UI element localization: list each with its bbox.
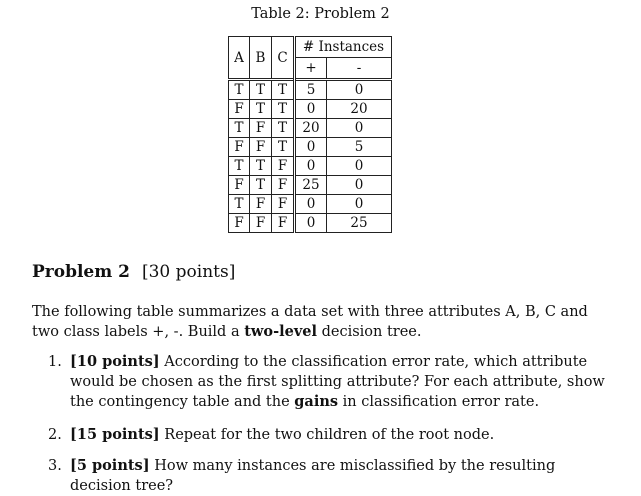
- cell-minus: 0: [327, 176, 392, 195]
- table-row: [229, 119, 392, 138]
- header-instances: # Instances: [295, 37, 392, 58]
- problem-title: Problem 2: [32, 262, 130, 282]
- cell-a: F: [229, 214, 250, 233]
- cell-c: F: [272, 214, 295, 233]
- cell-b: F: [250, 195, 272, 214]
- cell-b: T: [250, 80, 272, 100]
- question-text: According to the classification error rate, which attribute would be chosen as the first splitting attribute? For each attribute, show the contingency table and the: [70, 354, 605, 410]
- cell-minus: 5: [327, 138, 392, 157]
- cell-b: F: [250, 138, 272, 157]
- cell-c: F: [272, 195, 295, 214]
- question-2: [48, 425, 608, 445]
- cell-minus: 0: [327, 157, 392, 176]
- cell-plus: 25: [295, 176, 327, 195]
- cell-minus: 25: [327, 214, 392, 233]
- cell-c: F: [272, 176, 295, 195]
- table-row: [229, 214, 392, 233]
- cell-a: T: [229, 195, 250, 214]
- problem-points: [30 points]: [141, 262, 236, 282]
- cell-a: F: [229, 138, 250, 157]
- cell-plus: 0: [295, 138, 327, 157]
- question-number: 1.: [48, 354, 62, 370]
- intro-text-2: decision tree.: [316, 324, 422, 340]
- question-3: [48, 456, 608, 496]
- table-body: [229, 80, 392, 233]
- cell-a: F: [229, 176, 250, 195]
- intro-bold: two-level: [244, 323, 317, 340]
- question-number: 2.: [48, 427, 62, 443]
- table-row: [229, 157, 392, 176]
- cell-c: T: [272, 138, 295, 157]
- question-text: Repeat for the two children of the root node.: [159, 427, 495, 443]
- cell-c: T: [272, 119, 295, 138]
- cell-b: T: [250, 100, 272, 119]
- cell-a: T: [229, 80, 250, 100]
- question-text: How many instances are misclassified by the resulting decision tree?: [70, 458, 556, 494]
- question-points: [15 points]: [70, 426, 160, 443]
- cell-b: T: [250, 157, 272, 176]
- cell-plus: 0: [295, 195, 327, 214]
- question-bold: gains: [294, 393, 339, 410]
- cell-plus: 0: [295, 214, 327, 233]
- cell-minus: 0: [327, 80, 392, 100]
- cell-b: F: [250, 214, 272, 233]
- data-table: [228, 36, 392, 233]
- table-row: [229, 80, 392, 100]
- cell-a: T: [229, 119, 250, 138]
- table-row: [229, 100, 392, 119]
- header-a: A: [229, 37, 250, 80]
- question-number: 3.: [48, 458, 62, 474]
- cell-plus: 0: [295, 157, 327, 176]
- problem-intro: [32, 302, 612, 342]
- question-text-end: in classification error rate.: [338, 394, 540, 410]
- cell-a: T: [229, 157, 250, 176]
- cell-plus: 5: [295, 80, 327, 100]
- header-c: C: [272, 37, 295, 80]
- header-plus: +: [295, 58, 327, 80]
- table-row: [229, 176, 392, 195]
- table-row: [229, 195, 392, 214]
- cell-c: T: [272, 80, 295, 100]
- cell-b: F: [250, 119, 272, 138]
- cell-plus: 20: [295, 119, 327, 138]
- cell-minus: 20: [327, 100, 392, 119]
- intro-text-1: The following table summarizes a data set with three attributes A, B, C and two class labels +, -. Build a: [32, 304, 588, 340]
- cell-plus: 0: [295, 100, 327, 119]
- cell-c: F: [272, 157, 295, 176]
- question-points: [10 points]: [70, 353, 160, 370]
- cell-minus: 0: [327, 195, 392, 214]
- cell-minus: 0: [327, 119, 392, 138]
- problem-heading: [32, 262, 235, 282]
- cell-b: T: [250, 176, 272, 195]
- header-minus: -: [327, 58, 392, 80]
- table-caption: Table 2: Problem 2: [251, 6, 390, 22]
- header-b: B: [250, 37, 272, 80]
- table-header-row: [229, 37, 392, 58]
- table-row: [229, 138, 392, 157]
- cell-a: F: [229, 100, 250, 119]
- question-points: [5 points]: [70, 457, 150, 474]
- question-1: [48, 352, 608, 412]
- cell-c: T: [272, 100, 295, 119]
